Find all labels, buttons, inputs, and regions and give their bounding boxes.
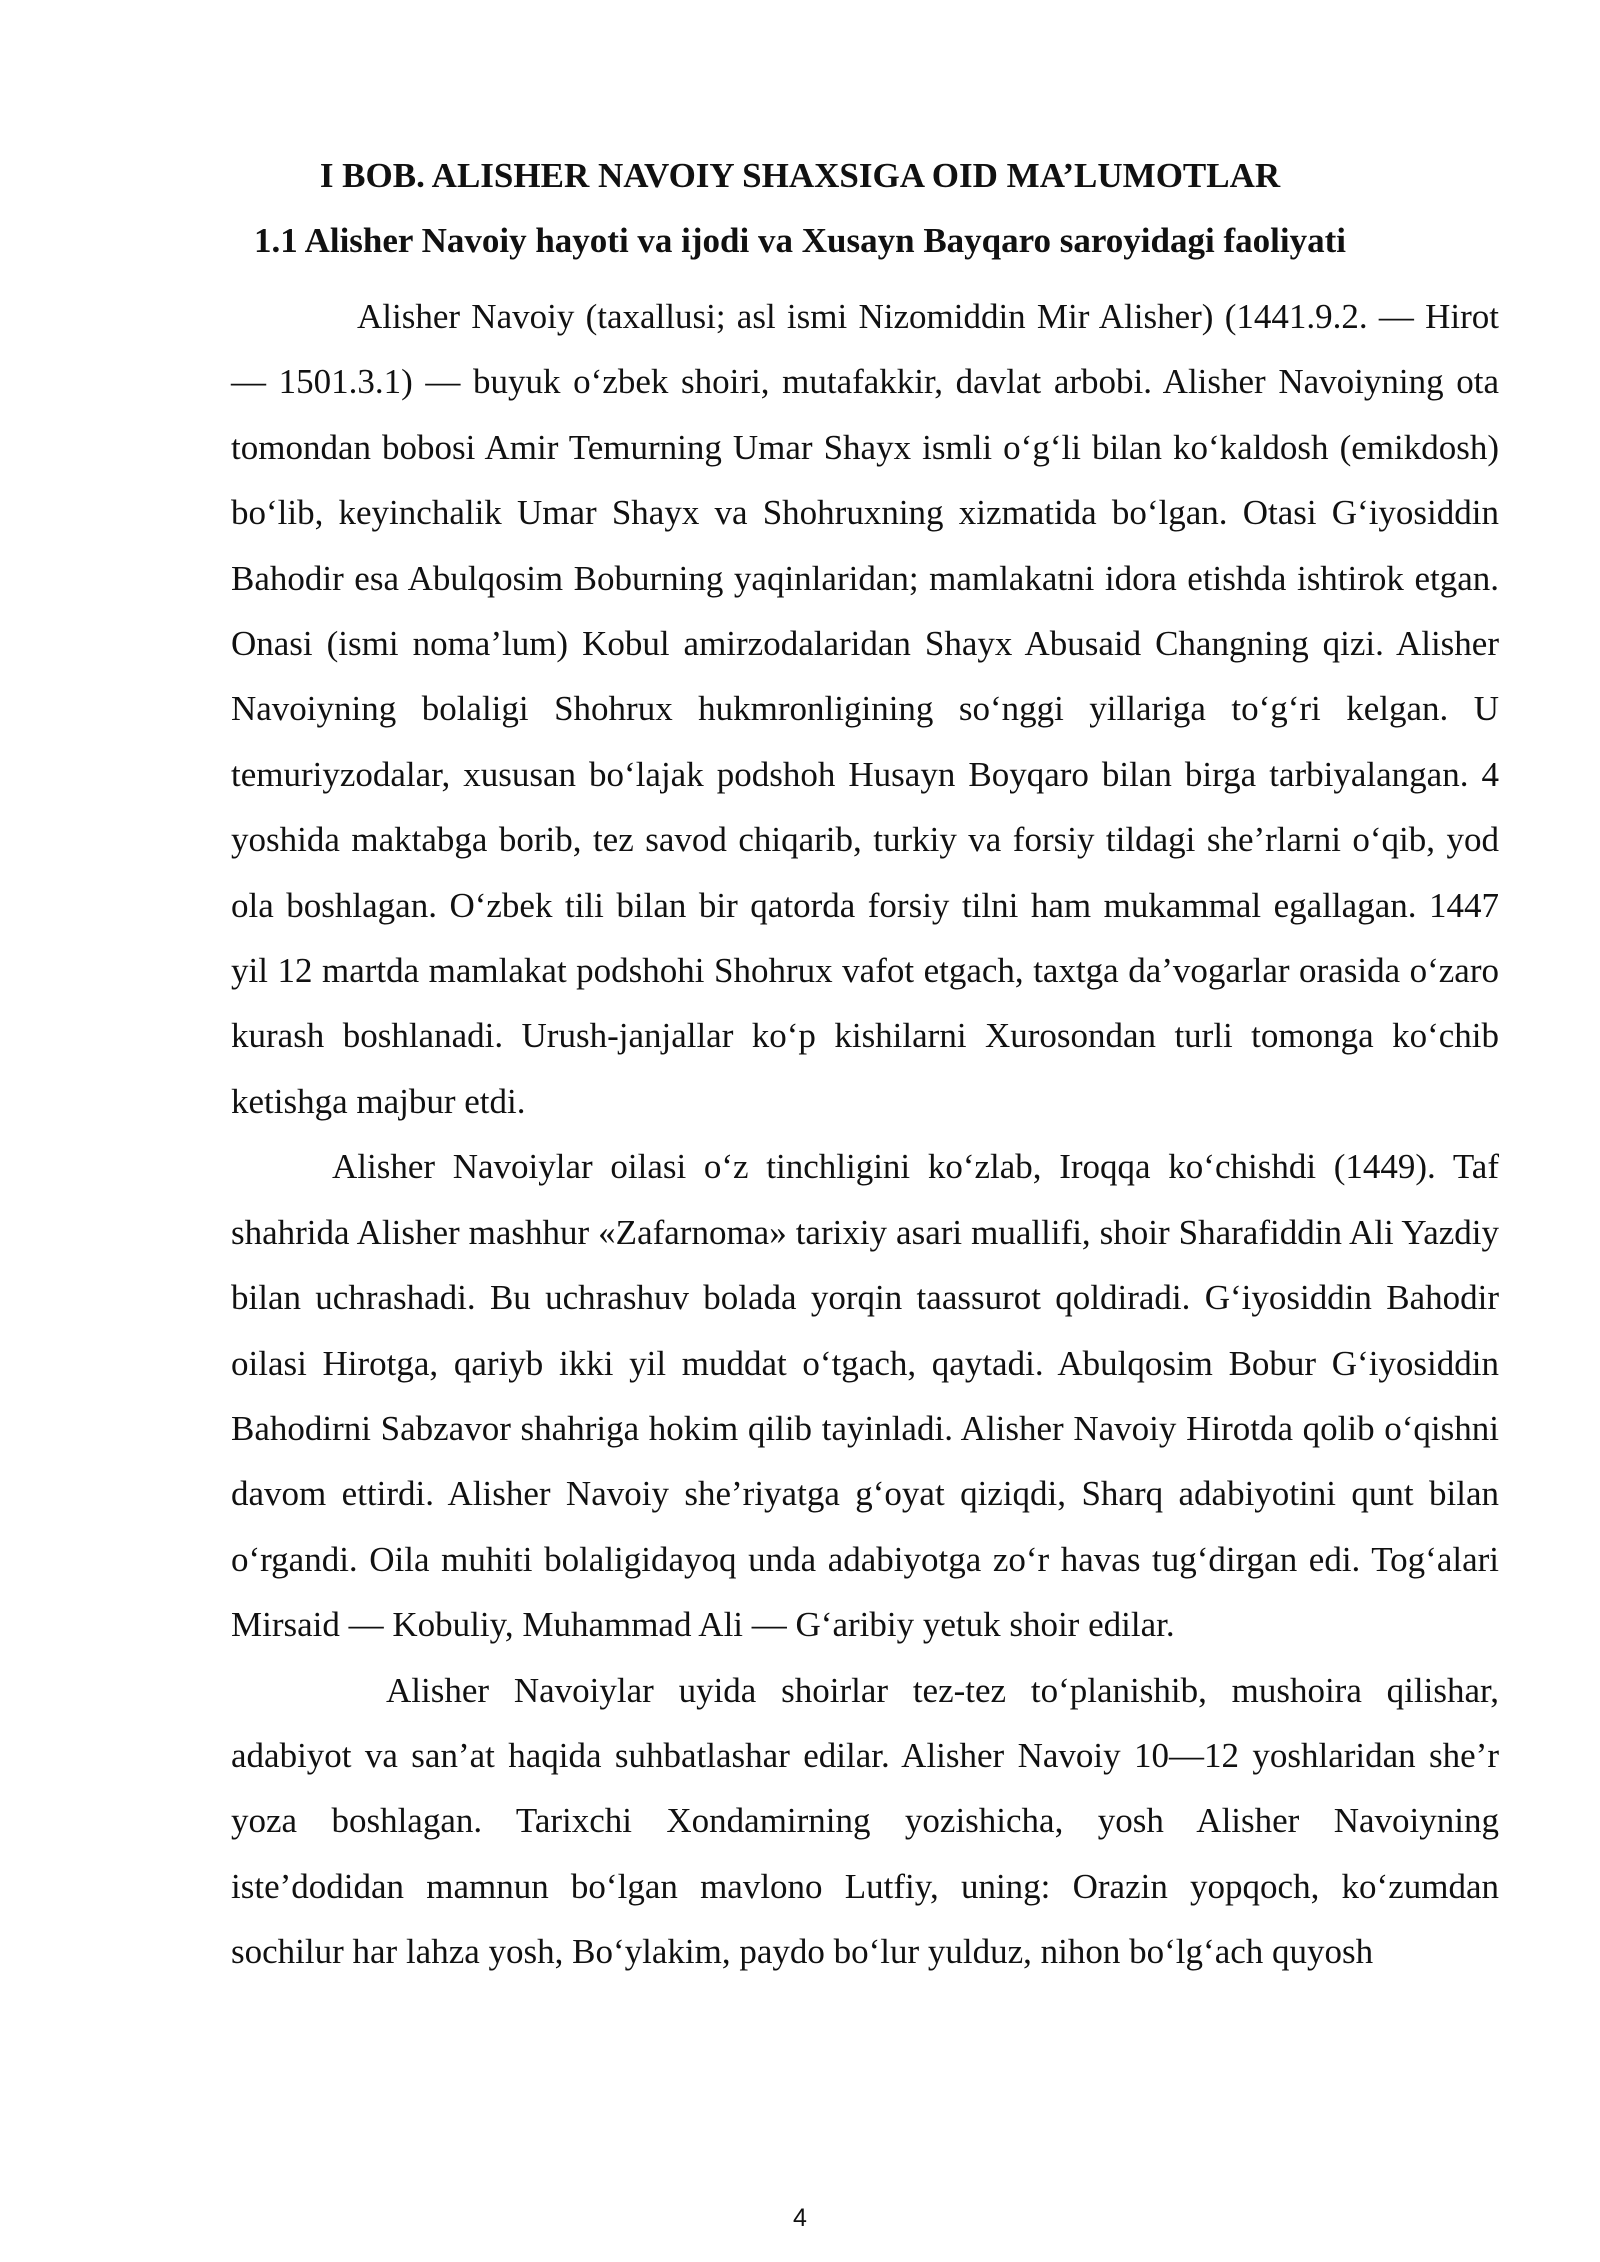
section-title: 1.1 Alisher Navoiy hayoti va ijodi va Xusayn Bayqaro saroyidagi faoliyati bbox=[254, 221, 1346, 260]
page-number: 4 bbox=[793, 2204, 807, 2232]
paragraph-biography: Alisher Navoiy (taxallusi; asl ismi Nizomiddin Mir Alisher) (1441.9.2. — Hirot — 1501.3.1) — buyuk o‘zbek shoiri, mutafakkir, davlat arbobi. Alisher Navoiyning ota tomondan bobosi Amir Temurning Umar Shayx ismli o‘g‘li bilan ko‘kaldosh (emikdosh) bo‘lib, keyinchalik Umar Shayx va Shohruxning xizmatida bo‘lgan. Otasi G‘iyosiddin Bahodir esa Abulqosim Boburning yaqinlaridan; mamlakatni idora etishda ishtirok etgan. Onasi (ismi noma’lum) Kobul amirzodalaridan Shayx Abusaid Changning qizi. Alisher Navoiyning bolaligi Shohrux hukmronligining so‘nggi yillariga to‘g‘ri kelgan. U temuriyzodalar, xususan bo‘lajak podshoh Husayn Boyqaro bilan birga tarbiyalangan. 4 yoshida maktabga borib, tez savod chiqarib, turkiy va forsiy tildagi she’rlarni o‘qib, yod ola boshlagan. O‘zbek tili bilan bir qatorda forsiy tilni ham mukammal egallagan. 1447 yil 12 martda mamlakat podshohi Shohrux vafot etgach, taxtga da’vogarlar orasida o‘zaro kurash boshlanadi. Urush-janjallar ko‘p kishilarni Xurosondan turli tomonga ko‘chib ketishga majbur etdi. bbox=[231, 297, 1499, 1121]
paragraph-family-move: Alisher Navoiylar oilasi o‘z tinchligini ko‘zlab, Iroqqa ko‘chishdi (1449). Taf shahrida Alisher mashhur «Zafarnoma» tarixiy asari muallifi, shoir Sharafiddin Ali Yazdiy bilan uchrashadi. Bu uchrashuv bolada yorqin taassurot qoldiradi. G‘iyosiddin Bahodir oilasi Hirotga, qariyb ikki yil muddat o‘tgach, qaytadi. Abulqosim Bobur G‘iyosiddin Bahodirni Sabzavor shahriga hokim qilib tayinladi. Alisher Navoiy Hirotda qolib o‘qishni davom ettirdi. Alisher Navoiy she’riyatga g‘oyat qiziqdi, Sharq adabiyotini qunt bilan o‘rgandi. Oila muhiti bolaligidayoq unda adabiyotga zo‘r havas tug‘dirgan edi. Tog‘alari Mirsaid — Kobuliy, Muhammad Ali — G‘aribiy yetuk shoir edilar. bbox=[231, 1147, 1499, 1645]
paragraph-early-poetry: Alisher Navoiylar uyida shoirlar tez-tez to‘planishib, mushoira qilishar, adabiyot va san’at haqida suhbatlashar edilar. Alisher Navoiy 10—12 yoshlaridan she’r yoza boshlagan. Tarixchi Xondamirning yozishicha, yosh Alisher Navoiyning iste’dodidan mamnun bo‘lgan mavlono Lutfiy, uning: Orazin yopqoch, ko‘zumdan sochilur har lahza yosh, Bo‘ylakim, paydo bo‘lur yulduz, nihon bo‘lg‘ach quyosh bbox=[231, 1670, 1499, 1972]
body-text bbox=[231, 284, 1499, 1985]
chapter-title: I BOB. ALISHER NAVOIY SHAXSIGA OID MA’LUMOTLAR bbox=[319, 156, 1281, 195]
